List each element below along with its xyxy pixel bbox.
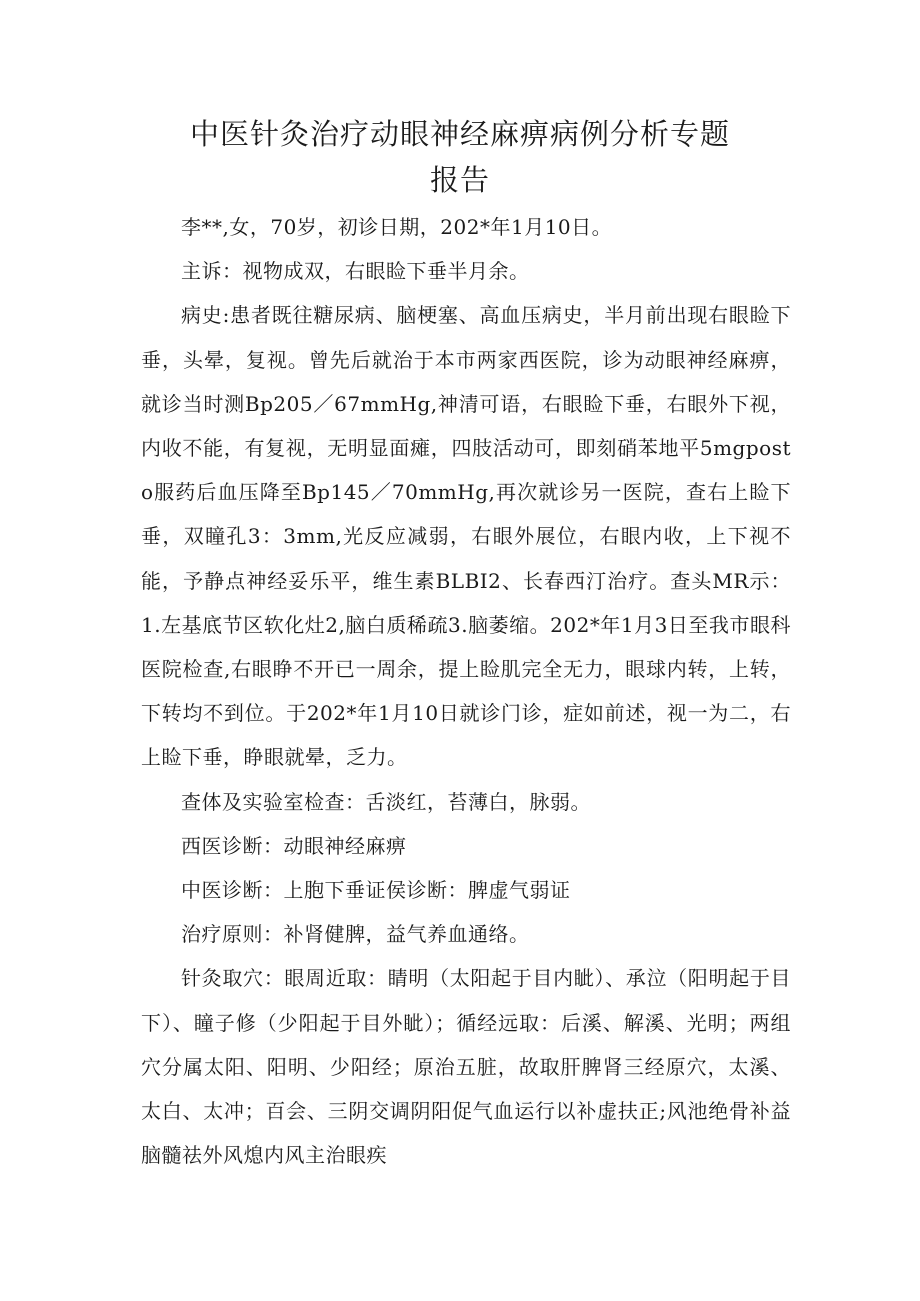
acupoint-selection-paragraph: 针灸取穴：眼周近取：睛明（太阳起于目内眦）、承泣（阳明起于目下）、瞳子修（少阳起于目外眦）；循经远取：后溪、解溪、光明；两组穴分属太阳、阳明、少阳经；原治五脏，故取肝脾肾三经原穴，太溪、太白、太冲；百会、三阴交调阴阳促气血运行以补虚扶正;风池绝骨补益脑髓祛外风熄内风主治眼疾 [141,966,791,1168]
chief-complaint-paragraph: 主诉：视物成双，右眼睑下垂半月余。 [181,259,530,284]
western-diagnosis-paragraph: 西医诊断：动眼神经麻痹 [181,833,407,858]
document-title-line-1: 中医针灸治疗动眼神经麻痹病例分析专题 [189,117,730,151]
medical-history-paragraph: 病史:患者既往糖尿病、脑梗塞、高血压病史，半月前出现右眼睑下垂，头晕，复视。曾先后就治于本市两家西医院，诊为动眼神经麻痹，就诊当时测Bp205／67mmHg,神清可语，右眼睑下垂，右眼外下视，内收不能，有复视，无明显面瘫，四肢活动可，即刻硝苯地平5mgposto服药后血压降至Bp145／70mmHg,再次就诊另一医院，查右上睑下垂，双瞳孔3：3mm,光反应减弱，右眼外展位，右眼内收，上下视不能，予静点神经妥乐平，维生素BLBI2、长春西汀治疗。查头MR示：1.左基底节区软化灶2,脑白质稀疏3.脑萎缩。202*年1月3日至我市眼科医院检查,右眼睁不开已一周余，提上睑肌完全无力，眼球内转，上转，下转均不到位。于202*年1月10日就诊门诊，症如前述，视一为二，右上睑下垂，睁眼就晕，乏力。 [141,303,791,770]
examination-paragraph: 查体及实验室检查：舌淡红，苔薄白，脉弱。 [181,789,591,814]
document-body [141,205,791,1177]
treatment-principle-paragraph: 治疗原则：补肾健脾，益气养血通络。 [181,922,530,947]
patient-info-paragraph: 李**,女，70岁，初诊日期，202*年1月10日。 [181,215,613,239]
document-title-line-2: 报告 [429,163,490,197]
tcm-diagnosis-paragraph: 中医诊断：上胞下垂证侯诊断：脾虚气弱证 [181,878,571,903]
